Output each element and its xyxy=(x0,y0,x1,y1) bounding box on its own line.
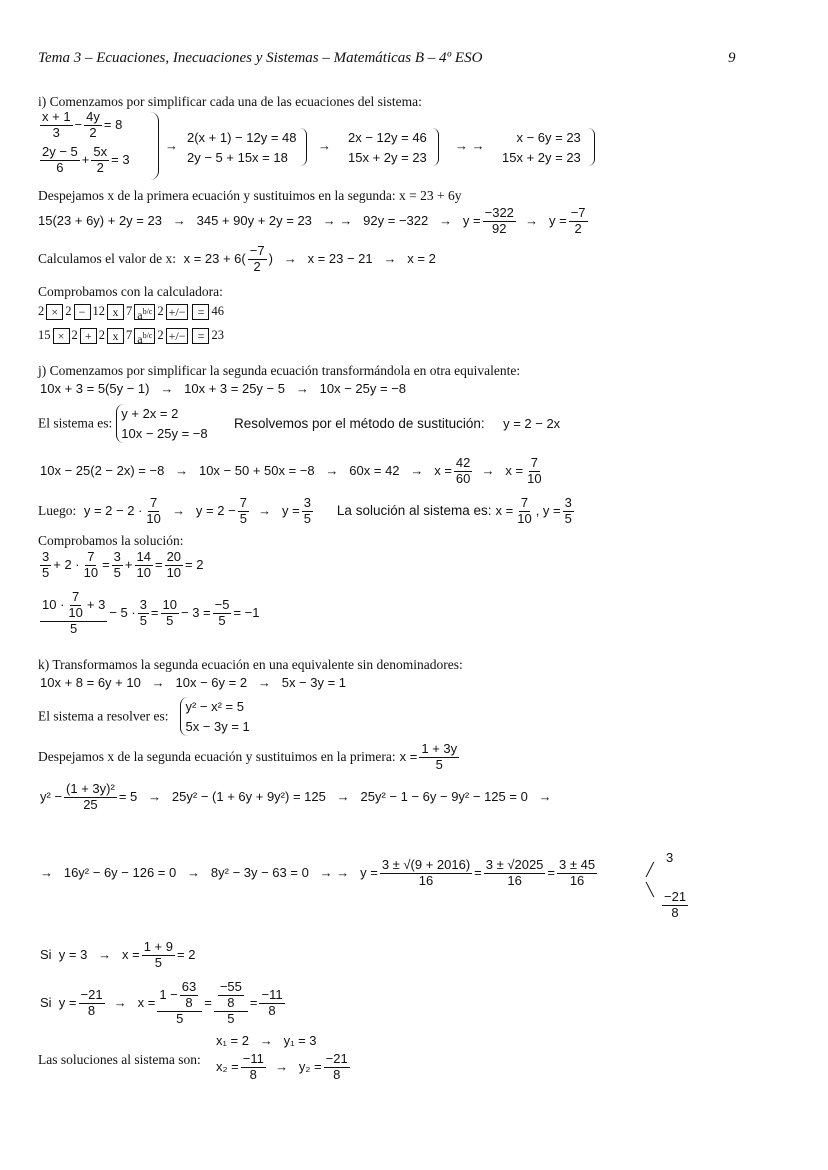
part-j-simplify: 10x + 3 = 5(5y − 1) → 10x + 3 = 25y − 5 → 10x − 25y = −8 xyxy=(40,381,407,396)
part-i-comprobamos: Comprobamos con la calculadora: xyxy=(38,284,223,299)
part-j-y-row xyxy=(38,496,576,527)
part-k-solution-1: x₁ = 2 → y₁ = 3 xyxy=(216,1033,317,1048)
page-number: 9 xyxy=(728,50,736,66)
part-k-root-1: 3 xyxy=(666,850,674,865)
part-k-despejamos: Despejamos x de la segunda ecuación y sustituimos en la primera: xyxy=(38,748,396,764)
part-j-substitution: y = 2 − 2x xyxy=(488,416,561,431)
part-i-original-system: $\frac{x + 1}{3}$ − $\frac{4y}{2}$ = 8 $\frac{2y - 5}{6}$ + $\frac{5x}{2}$ = 3 xyxy=(42,109,130,175)
part-k-system: y² − x² = 5 5x − 3y = 1 xyxy=(180,697,249,736)
part-j-system: y + 2x = 2 10x − 25y = −8 xyxy=(116,404,207,443)
brace-right xyxy=(300,128,307,166)
part-k-case-2: Si y = $\frac{-21}{8}$ → x = 1 − $\frac{63}{8}$ 5 = $\frac{\frac{-55}{8}}{5}$ = $\frac{-11}{8}$ xyxy=(40,979,283,1026)
part-k-quadratic: → 16y² − 6y − 126 = 0 → 8y² − 3y − 63 = 0 → → y = $\frac{3 \pm √(9 + 2016)}{16}$ = $\frac{3 \pm √2025}{16}$ = $\frac{3 \pm 45}{16}$ xyxy=(40,857,596,888)
part-k-soluciones-label: Las soluciones al sistema son: xyxy=(38,1052,201,1067)
arrow: → xyxy=(165,138,178,153)
part-k-si: Si xyxy=(40,946,52,962)
arrow: → xyxy=(318,138,331,153)
brace-right xyxy=(432,128,439,166)
part-k-simplify: 10x + 8 = 6y + 10 → 10x − 6y = 2 → 5x − 3y = 1 xyxy=(40,675,347,690)
part-j-solution: x = $\frac{7}{10}$ , y = $\frac{3}{5}$ xyxy=(495,495,572,526)
part-j-solucion-label: La solución al sistema es: xyxy=(336,502,492,518)
part-k-intro: k) Transformamos la segunda ecuación en una equivalente sin denominadores: xyxy=(38,657,463,672)
part-j-check-2: 10 · $\frac{7}{10}$ + 3 5 − 5 · $\frac{3}{5}$ = $\frac{10}{5}$ − 3 = $\frac{-5}{5}$ = −1 xyxy=(42,589,260,636)
part-j-sistema-label: El sistema es: xyxy=(38,415,113,431)
part-k-root-2: $\frac{-21}{8}$ xyxy=(664,889,687,920)
part-j-check-1: $\frac{3}{5}$ + 2 · $\frac{7}{10}$ = $\frac{3}{5}$ + $\frac{14}{10}$ = $\frac{20}{10}$ = 2 xyxy=(42,549,204,580)
part-j-solve-y: y = 2 − 2 · $\frac{7}{10}$ → y = 2 − $\frac{7}{5}$ → y = $\frac{3}{5}$ xyxy=(80,495,311,526)
part-j-system-row xyxy=(38,404,208,443)
part-i-step3: x − 6y = 23 15x + 2y = 23 xyxy=(502,130,581,166)
page-header-title: Tema 3 – Ecuaciones, Inecuaciones y Sistemas – Matemáticas B – 4º ESO xyxy=(38,50,483,66)
part-k-x-expression: x = $\frac{1 + 3y}{5}$ xyxy=(399,741,458,772)
branch-up: ╱ xyxy=(646,862,654,877)
branch-down: ╲ xyxy=(646,882,654,897)
part-j-intro: j) Comenzamos por simplificar la segunda ecuación transformándola en otra equivalente: xyxy=(38,363,521,378)
calculator-line-2: 15 × 2 + 2 x 7 $a^{b/c}$ 2 +/− = 23 xyxy=(38,328,224,347)
part-j-resolvemos: Resolvemos por el método de sustitución: xyxy=(234,416,485,431)
part-i-step2: 2x − 12y = 46 15x + 2y = 23 xyxy=(348,130,427,166)
part-i-despejamos: Despejamos x de la primera ecuación y sustituimos en la segunda: x = 23 + 6y xyxy=(38,188,462,203)
part-k-despeje-row xyxy=(38,742,461,773)
part-i-x-value-row xyxy=(38,244,436,275)
calculator-line-1: 2 × 2 − 12 x 7 $a^{b/c}$ 2 +/− = 46 xyxy=(38,304,224,323)
part-j-comprobamos: Comprobamos la solución: xyxy=(38,533,184,548)
part-i-x-value: x = 23 + 6( $\frac{-7}{2}$ ) → x = 23 − 21 → x = 2 xyxy=(179,243,436,274)
part-j-method-row xyxy=(234,415,560,433)
brace-right xyxy=(588,128,595,166)
part-k-si: Si xyxy=(40,994,52,1010)
part-i-substitution: 15(23 + 6y) + 2y = 23 → 345 + 90y + 2y = 23 → → 92y = −322 → y = $\frac{-322}{92}$ → y = $\frac{-7}{2}$ xyxy=(38,205,586,236)
part-i-intro: i) Comenzamos por simplificar cada una de las ecuaciones del sistema: xyxy=(38,94,422,109)
part-i-calculamos-label: Calculamos el valor de x: xyxy=(38,250,176,266)
part-k-sistema-label: El sistema a resolver es: xyxy=(38,708,169,724)
part-j-solve-x: 10x − 25(2 − 2x) = −8 → 10x − 50 + 50x = −8 → 60x = 42 → x = $\frac{42}{60}$ → x = $\frac{7}{10}$ xyxy=(40,455,542,486)
part-k-case-1: Si y = 3 → x = $\frac{1 + 9}{5}$ = 2 xyxy=(40,939,196,970)
part-i-step1: 2(x + 1) − 12y = 48 2y − 5 + 15x = 18 xyxy=(187,130,297,166)
part-k-system-row xyxy=(38,697,250,736)
part-k-substitution: y² − $\frac{\text{(1 + 3y)²}}{25}$ = 5 → 25y² − (1 + 6y + 9y²) = 125 → 25y² − 1 − 6y − 9y² − 125 = 0 → xyxy=(40,781,552,812)
arrow: → → xyxy=(455,138,485,153)
part-k-solution-2: x₂ = $\frac{-11}{8}$ → y₂ = $\frac{-21}{8}$ xyxy=(216,1051,348,1082)
brace-right xyxy=(150,112,159,180)
part-j-luego: Luego: xyxy=(38,502,77,518)
